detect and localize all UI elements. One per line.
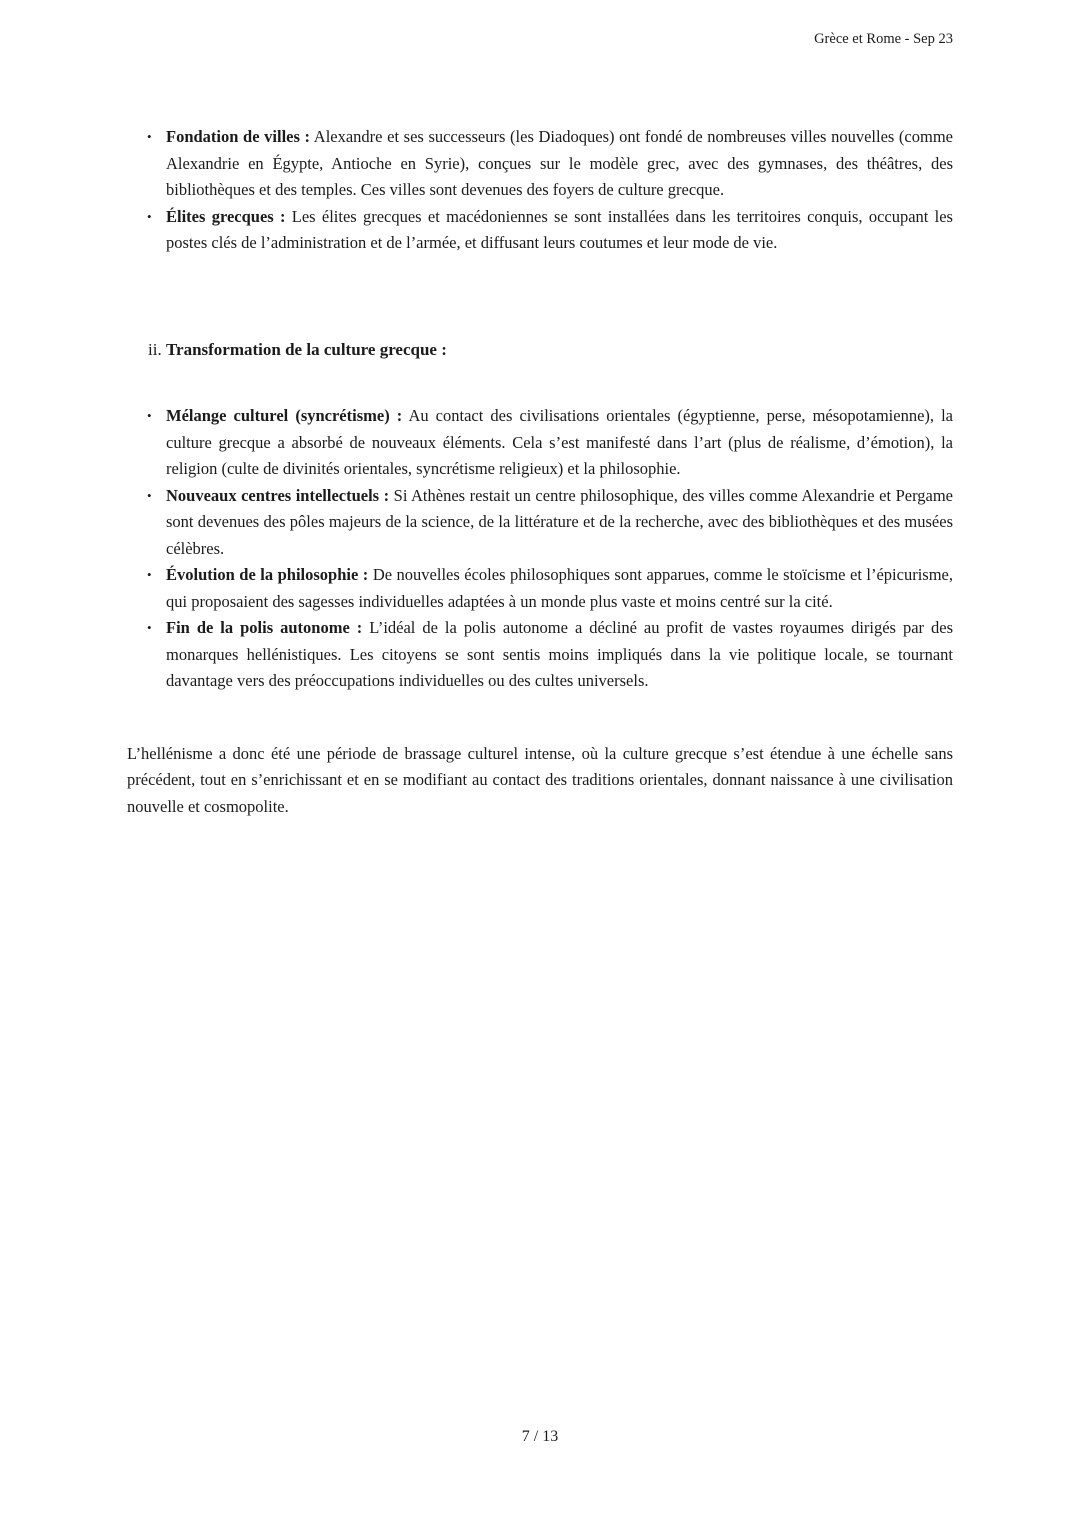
list-term: Évolution de la philosophie :: [166, 565, 369, 584]
bullet-dot: •: [147, 208, 152, 224]
list-item: [127, 615, 953, 695]
list-text: Les élites grecques et macédoniennes se sont installées dans les territoires conquis, occupant les postes clés de l’administration et de l’armée, et diffusant leurs coutumes et leur mode de vie.: [166, 206, 953, 252]
bullet-list-1: [127, 124, 953, 257]
bullet-dot: •: [147, 129, 152, 144]
list-text: L’idéal de la polis autonome a décliné au profit de vastes royaumes dirigés par des monarques hellénistiques. Les citoyens se sont sentis moins impliqués dans la vie politique locale, se tournant davantage vers des préoccupations individuelles ou des cultes universels.: [166, 618, 954, 690]
list-term: Fin de la polis autonome :: [166, 618, 363, 637]
list-text: Alexandre et ses successeurs (les Diadoques) ont fondé de nombreuses villes nouvelles (comme Alexandrie en Égypte, Antioche en Syrie), conçues sur le modèle grec, avec des gymnases, des théâtres, des bibliothèques et des temples. Ces villes sont devenues des foyers de culture grecque.: [166, 127, 953, 199]
closing-paragraph: L’hellénisme a donc été une période de brassage culturel intense, où la culture grecque s’est étendue à une échelle sans précédent, tout en s’enrichissant et en se modifiant au contact des traditions orientales, donnant naissance à une civilisation nouvelle et cosmopolite.: [127, 743, 953, 816]
bullet-dot: •: [147, 567, 152, 582]
section-heading: [148, 337, 953, 364]
list-term: Mélange culturel (syncrétisme) :: [166, 406, 403, 425]
list-item-body: [166, 565, 953, 611]
section-heading-number: ii.: [148, 339, 162, 359]
bullet-list-2: [127, 403, 953, 695]
list-item-body: [166, 207, 953, 253]
list-text: Au contact des civilisations orientales (égyptienne, perse, mésopotamienne), la culture grecque a absorbé de nouveaux éléments. Cela s’est manifesté dans l’art (plus de réalisme, d’émotion), la religion (culte de divinités orientales, syncrétisme religieux) et la philosophie.: [166, 406, 953, 478]
bullet-dot: •: [147, 408, 152, 423]
list-item: [127, 483, 953, 563]
list-item-body: [166, 406, 953, 478]
page-header: [127, 30, 953, 48]
section-heading-title: Transformation de la culture grecque :: [165, 339, 447, 359]
list-term: Élites grecques :: [166, 206, 286, 226]
list-item: [127, 124, 953, 204]
list-item-body: [166, 486, 953, 558]
list-term: Fondation de villes :: [166, 127, 311, 146]
bullet-dot: •: [147, 487, 152, 503]
list-item-body: [166, 618, 953, 690]
bullet-dot: •: [147, 620, 152, 635]
list-term: Nouveaux centres intellectuels :: [166, 485, 390, 505]
list-item: [127, 204, 953, 257]
list-item-body: [166, 127, 953, 199]
list-item: [127, 403, 953, 483]
page-number: 7 / 13: [521, 1428, 559, 1445]
header-title: Grèce et Rome - Sep 23: [814, 31, 953, 47]
list-text: Si Athènes restait un centre philosophique, des villes comme Alexandrie et Pergame sont devenues des pôles majeurs de la science, de la littérature et de la recherche, avec des bibliothèques et des musées célèbres.: [166, 485, 953, 558]
list-item: [127, 562, 953, 615]
list-text: De nouvelles écoles philosophiques sont apparues, comme le stoïcisme et l’épicurisme, qui proposaient des sagesses individuelles adaptées à un monde plus vaste et moins centré sur la cité.: [166, 565, 953, 611]
page-footer: [0, 1424, 1080, 1451]
